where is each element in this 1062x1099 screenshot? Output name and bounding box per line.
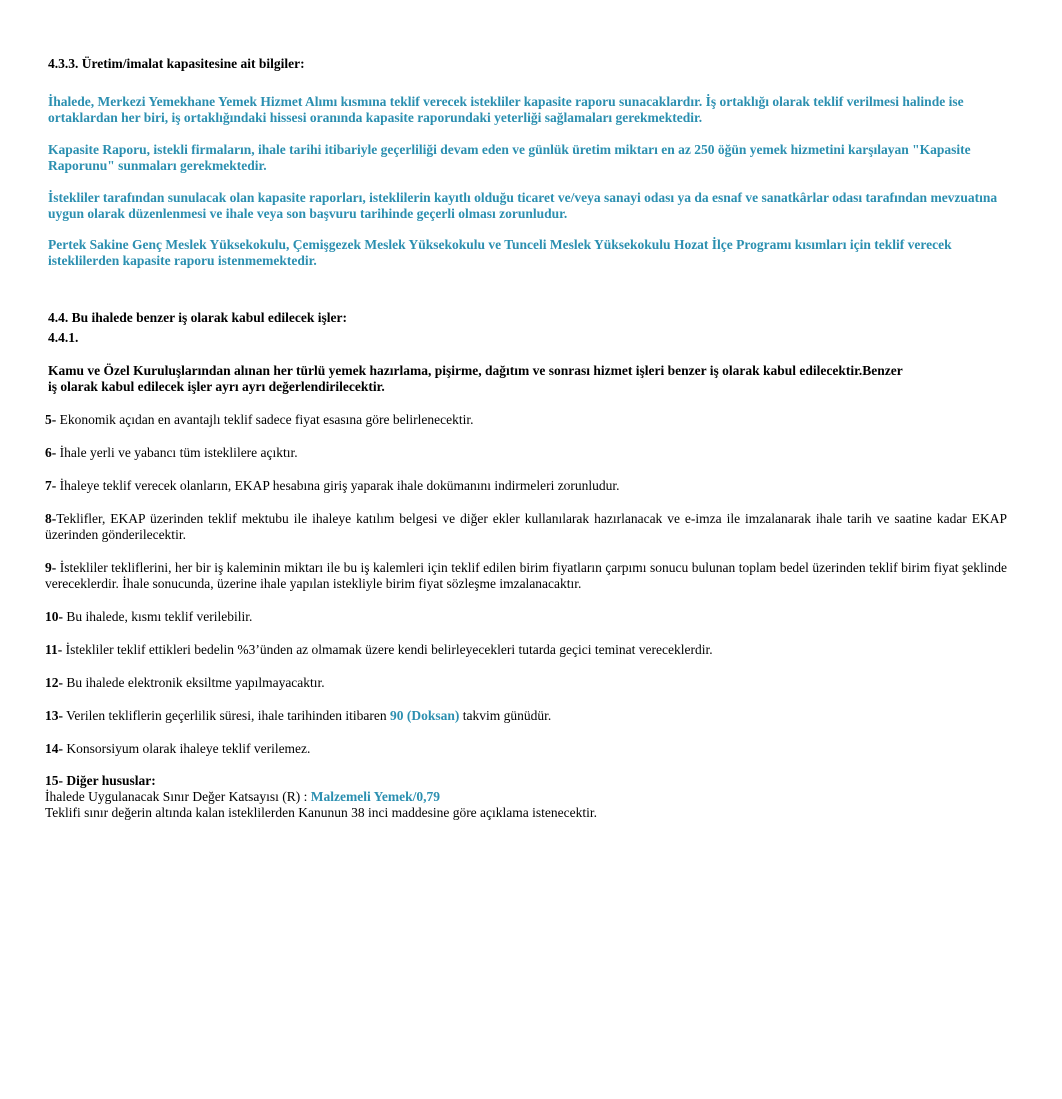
item-text: Ekonomik açıdan en avantajlı teklif sadece fiyat esasına göre belirlenecektir. [56, 412, 474, 427]
item-13 [45, 708, 1007, 724]
section-433-paragraph-3: İstekliler tarafından sunulacak olan kapasite raporları, isteklilerin kayıtlı olduğu ticaret ve/veya sanayi odası ya da esnaf ve sanatkârlar odası tarafından mevzuatına uygun olarak düzenlenmesi ve ihale veya son başvuru tarihinde geçerli olması zorunludur. [48, 190, 998, 221]
item-7 [45, 478, 1007, 494]
item-text: Bu ihalede elektronik eksiltme yapılmayacaktır. [63, 675, 325, 690]
item-number: 11- [45, 642, 63, 657]
item-text-after: takvim günüdür. [459, 708, 552, 723]
item-number: 13- [45, 708, 63, 723]
section-433-paragraph-2: Kapasite Raporu, istekli firmaların, ihale tarihi itibariyle geçerliliği devam eden ve günlük üretim miktarı en az 250 öğün yemek hizmetini karşılayan "Kapasite Raporunu" sunmaları gerekmektedir. [48, 142, 971, 173]
section-433-heading: 4.3.3. Üretim/imalat kapasitesine ait bilgiler: [48, 56, 305, 71]
item-14 [45, 741, 1007, 757]
item-number: 7- [45, 478, 57, 493]
item-text: İhaleye teklif verecek olanların, EKAP hesabına giriş yaparak ihale dokümanını indirmeleri zorunludur. [56, 478, 620, 493]
item-9 [45, 560, 1007, 592]
item-15 [45, 773, 1007, 821]
item-text-before: Verilen tekliflerin geçerlilik süresi, ihale tarihinden itibaren [63, 708, 391, 723]
item-number: 10- [45, 609, 63, 624]
item-text: İstekliler tekliflerini, her bir iş kaleminin miktarı ile bu iş kalemleri için teklif edilen birim fiyatların çarpımı sonucu bulunan toplam bedel üzerinden teklif birim fiyat şeklinde vereceklerdir. İhale sonucunda, üzerine ihale yapılan istekliyle birim fiyat sözleşme imzalanacaktır. [45, 560, 1007, 591]
item-text: Konsorsiyum olarak ihaleye teklif verilemez. [63, 741, 311, 756]
item-text: Bu ihalede, kısmı teklif verilebilir. [63, 609, 253, 624]
section-433-paragraph-1: İhalede, Merkezi Yemekhane Yemek Hizmet Alımı kısmına teklif verecek istekliler kapasite raporu sunacaklardır. İş ortaklığı olarak teklif verilmesi halinde ise ortaklardan her biri, iş ortaklığındaki hissesi oranında kapasite raporundaki yeterliği sağlamaları gerekmektedir. [48, 94, 964, 125]
item-6 [45, 445, 1007, 461]
item-number: 8- [45, 511, 57, 526]
item-number: 6- [45, 445, 57, 460]
item-number: 12- [45, 675, 63, 690]
item-text: Teklifler, EKAP üzerinden teklif mektubu ile ihaleye katılım belgesi ve diğer ekler kullanılarak hazırlanacak ve e-imza ile imzalanarak ihale tarih ve saatine kadar EKAP üzerinden gönderilecektir. [45, 511, 1007, 542]
section-44-heading: 4.4. Bu ihalede benzer iş olarak kabul edilecek işler: [48, 310, 348, 325]
item-10 [45, 609, 1007, 625]
item-12 [45, 675, 1007, 691]
section-441-heading: 4.4.1. [48, 330, 79, 345]
item-number: 14- [45, 741, 63, 756]
item-5 [45, 412, 1007, 428]
item-15-heading: 15- Diğer hususlar: [45, 773, 156, 788]
item-text: İhale yerli ve yabancı tüm isteklilere açıktır. [56, 445, 298, 460]
item-8 [45, 511, 1007, 543]
section-433-paragraph-4: Pertek Sakine Genç Meslek Yüksekokulu, Çemişgezek Meslek Yüksekokulu ve Tunceli Meslek Yüksekokulu Hozat İlçe Programı kısımları için teklif verecek isteklilerden kapasite raporu istenmemektedir. [48, 237, 952, 268]
item-number: 9- [45, 560, 57, 575]
explanation-note: Teklifi sınır değerin altında kalan isteklilerden Kanunun 38 inci maddesine göre açıklama istenecektir. [45, 805, 597, 820]
limit-coefficient-label: İhalede Uygulanacak Sınır Değer Katsayısı (R) : [45, 789, 311, 804]
limit-coefficient-value: Malzemeli Yemek/0,79 [310, 789, 441, 804]
item-number: 5- [45, 412, 57, 427]
validity-period-highlight: 90 (Doksan) [390, 708, 460, 723]
section-441-text: Kamu ve Özel Kuruluşlarından alınan her türlü yemek hazırlama, pişirme, dağıtım ve sonrası hizmet işleri benzer iş olarak kabul edilecektir.Benzer iş olarak kabul edilecek işler ayrı ayrı değerlendirilecektir. [48, 363, 903, 394]
item-text: İstekliler teklif ettikleri bedelin %3’ünden az olmamak üzere kendi belirleyecekleri tutarda geçici teminat vereceklerdir. [62, 642, 713, 657]
item-11 [45, 642, 1007, 658]
